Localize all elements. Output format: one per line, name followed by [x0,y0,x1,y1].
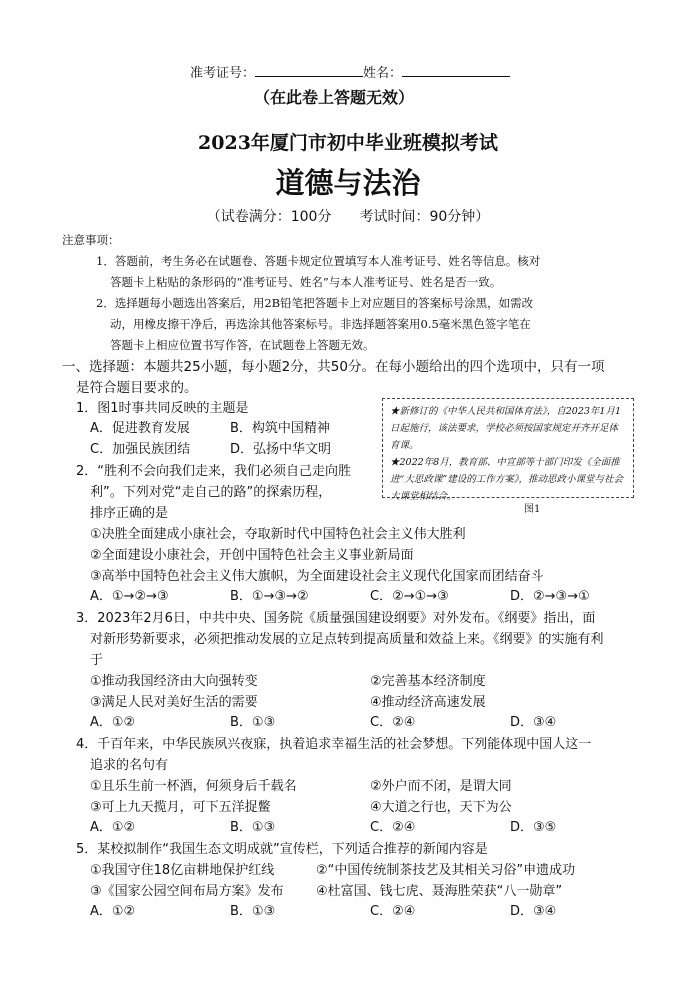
q5-statement-3: ③《国家公园空间布局方案》发布 [90,884,284,899]
q1-option-d: D．弘扬中华文明 [230,442,332,457]
q2-statement-3: ③高举中国特色社会主义伟大旗帜，为全面建设社会主义现代化国家而团结奋斗 [90,569,544,584]
q5-option-a: A．①② [90,904,136,919]
q2-statement-2: ②全面建设小康社会，开创中国特色社会主义事业新局面 [90,548,414,563]
q3-stem-line-1: 3．2023年2月6日，中共中央、国务院《质量强国建设纲要》对外发布。《纲要》指出，面 [76,611,596,626]
q2-stem-line-2: 利”。下列对党“走自己的路”的探索历程， [90,485,332,500]
note-1-cont: 答题卡上粘贴的条形码的“准考证号、姓名”与本人准考证号、姓名是否一致。 [110,275,502,289]
no-answer-notice: （在此卷上答题无效） [254,88,415,107]
note-2: 2．选择题每小题选出答案后，用2B铅笔把答题卡上对应题目的答案标号涂黑，如需改 [96,296,534,310]
q3-stem-line-2: 对新形势新要求，必须把推动发展的立足点转到提高质量和效益上来。《纲要》的实施有利 [90,632,604,647]
note-2-cont: 动，用橡皮擦干净后，再选涂其他答案标号。非选择题答案用0.5毫米黑色签字笔在 [110,317,531,331]
exam-title: 2023年厦门市初中毕业班模拟考试 [198,132,498,154]
q1-stem: 1．图1时事共同反映的主题是 [76,401,249,416]
q2-statement-1: ①决胜全面建成小康社会，夺取新时代中国特色社会主义伟大胜利 [90,527,466,542]
figure-1-box [382,398,634,502]
exam-info: （试卷满分：100分 考试时间：90分钟） [206,209,490,225]
q3-option-b: B．①③ [230,715,276,730]
figure-1-item-2: ★2022年8月，教育部、中宣部等十部门印发《全面推进“大思政课”建设的工作方案》，推动思政小课堂与社会大课堂相结合。 [390,457,623,502]
note-1: 1．答题前，考生务必在试题卷、答题卡规定位置填写本人准考证号、姓名等信息。核对 [96,254,541,268]
q4-option-d: D．③⑤ [510,820,557,835]
q1-option-b: B．构筑中国精神 [230,421,330,436]
q5-statement-2: ②“中国传统制茶技艺及其相关习俗”申遗成功 [316,863,576,878]
q3-option-a: A．①② [90,715,136,730]
q3-statement-1: ①推动我国经济由大向强转变 [90,674,258,689]
q3-statement-4: ④推动经济高速发展 [370,695,486,710]
q5-option-c: C．②④ [370,904,416,919]
q4-option-b: B．①③ [230,820,276,835]
q5-option-d: D．③④ [510,904,557,919]
q2-stem-line-1: 2．“胜利不会向我们走来，我们必须自己走向胜 [76,464,352,479]
q3-option-d: D．③④ [510,715,557,730]
note-2-cont2: 答题卡上相应位置书写作答，在试题卷上答题无效。 [110,338,375,352]
q4-option-a: A．①② [90,820,136,835]
q5-statement-4: ④杜富国、钱七虎、聂海胜荣获“八一勋章” [316,884,563,899]
exam-number-label: 准考证号： [190,66,256,81]
q2-option-d: D．②→③→① [510,589,590,604]
q1-option-a: A．促进教育发展 [90,421,190,436]
q2-option-c: C．②→①→③ [370,589,449,604]
q4-stem-line-2: 追求的名句有 [90,758,169,773]
q4-statement-1: ①且乐生前一杯酒，何须身后千载名 [90,779,297,794]
q3-stem-line-3: 于 [90,653,104,668]
q3-option-c: C．②④ [370,715,416,730]
q4-statement-3: ③可上九天揽月，可下五洋捉鳖 [90,800,271,815]
q4-option-c: C．②④ [370,820,416,835]
notes-heading: 注意事项： [62,233,120,247]
q1-option-c: C．加强民族团结 [90,442,191,457]
q5-statement-1: ①我国守住18亿亩耕地保护红线 [90,863,275,878]
section-1-heading-cont: 是符合题目要求的。 [76,380,198,396]
q5-option-b: B．①③ [230,904,276,919]
q2-stem-line-3: 排序正确的是 [90,506,169,521]
q4-statement-2: ②外户而不闭，是谓大同 [370,779,512,794]
q3-statement-3: ③满足人民对美好生活的需要 [90,695,258,710]
q3-statement-2: ②完善基本经济制度 [370,674,486,689]
exam-number-field [190,62,510,85]
subject-title: 道德与法治 [275,166,421,200]
q2-option-a: A．①→②→③ [90,589,169,604]
figure-1-item-1: ★新修订的《中华人民共和国体育法》，自2023年1月1日起施行，该法要求，学校必须按国家规定开齐开足体育课。 [390,406,622,451]
q5-stem: 5．某校拟制作“我国生态文明成就”宣传栏，下列适合推荐的新闻内容是 [76,842,488,857]
figure-1-caption: 图1 [524,504,541,515]
name-label: 姓名： [363,66,403,81]
section-1-heading: 一、选择题：本题共25小题，每小题2分，共50分。在每小题给出的四个选项中，只有一项 [62,359,605,375]
q4-statement-4: ④大道之行也，天下为公 [370,800,512,815]
q4-stem-line-1: 4．千百年来，中华民族夙兴夜寐，执着追求幸福生活的社会梦想。下列能体现中国人这一 [76,737,592,752]
q2-option-b: B．①→③→② [230,589,309,604]
